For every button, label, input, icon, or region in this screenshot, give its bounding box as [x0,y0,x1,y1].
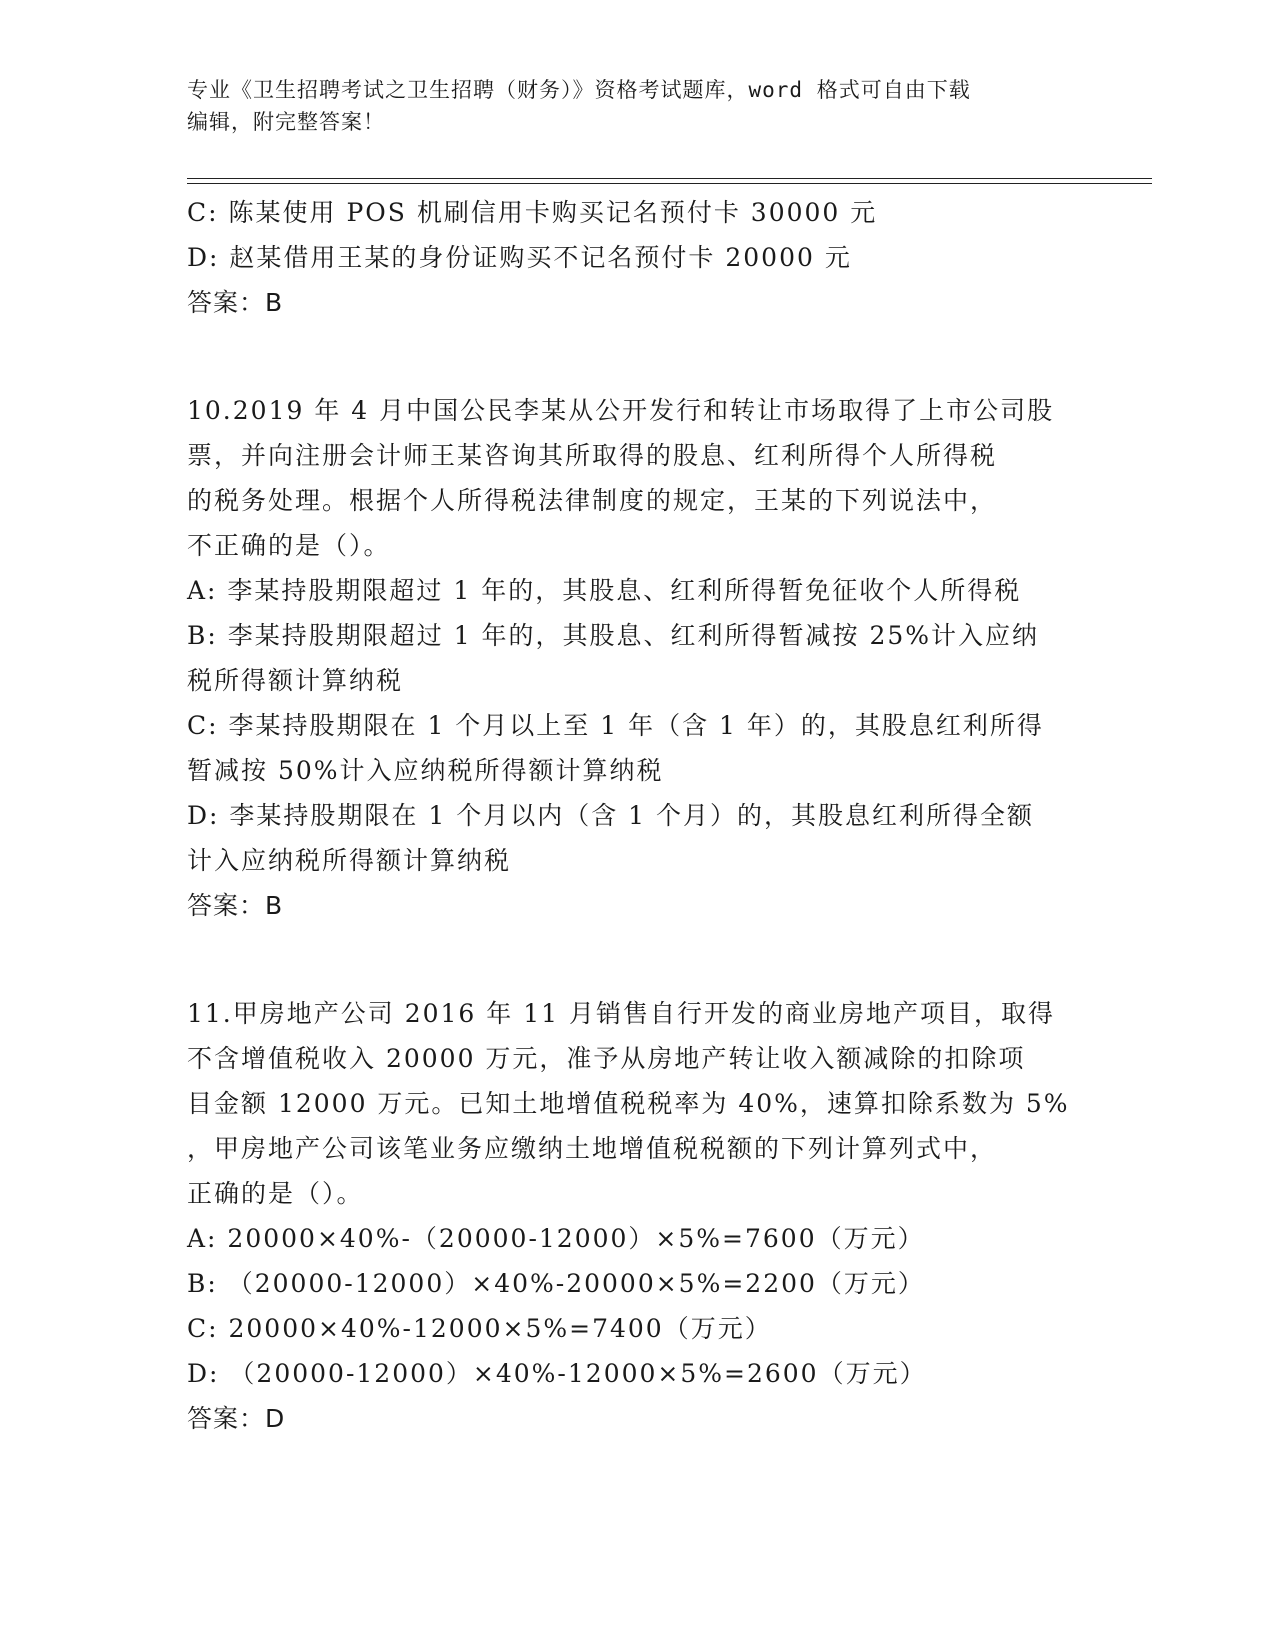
document-header [187,74,1067,138]
option-c: C: 李某持股期限在 1 个月以上至 1 年（含 1 年）的，其股息红利所得 [187,711,1044,740]
header-divider [187,178,1152,179]
question-10 [187,388,1087,928]
option-c: C: 20000×40%-12000×5%=7400（万元） [187,1314,772,1343]
question-stem-line: ，甲房地产公司该笔业务应缴纳土地增值税税额的下列计算列式中， [187,1134,998,1163]
header-line: 编辑，附完整答案！ [187,110,385,134]
option-d: D: （20000-12000）×40%-12000×5%=2600（万元） [187,1359,927,1388]
option-c-cont: 暂减按 50%计入应纳税所得额计算纳税 [187,756,664,785]
question-stem-line: 目金额 12000 万元。已知土地增值税税率为 40%，速算扣除系数为 5% [187,1089,1070,1118]
spacer [187,928,1087,991]
question-stem-line: 正确的是（）。 [187,1179,364,1208]
option-d: D: 李某持股期限在 1 个月以内（含 1 个月）的，其股息红利所得全额 [187,801,1035,830]
option-b: B: 李某持股期限超过 1 年的，其股息、红利所得暂减按 25%计入应纳 [187,621,1040,650]
header-line: 专业《卫生招聘考试之卫生招聘（财务）》资格考试题库，word 格式可自由下载 [187,78,971,102]
option-a: A: 20000×40%-（20000-12000）×5%=7600（万元） [187,1224,925,1253]
question-stem-line: 11.甲房地产公司 2016 年 11 月销售自行开发的商业房地产项目，取得 [187,999,1055,1028]
question-stem-line: 的税务处理。根据个人所得税法律制度的规定，王某的下列说法中， [187,486,998,515]
question-9-tail [187,190,1087,325]
option-c: C: 陈某使用 POS 机刷信用卡购买记名预付卡 30000 元 [187,198,878,227]
spacer [187,325,1087,388]
answer-line: 答案：B [187,288,284,317]
option-a: A: 李某持股期限超过 1 年的，其股息、红利所得暂免征收个人所得税 [187,576,1022,605]
option-d-cont: 计入应纳税所得额计算纳税 [187,846,512,875]
option-b-cont: 税所得额计算纳税 [187,666,404,695]
question-stem-line: 票，并向注册会计师王某咨询其所取得的股息、红利所得个人所得税 [187,441,998,470]
answer-line: 答案：D [187,1404,286,1433]
document-body [187,190,1087,1441]
option-b: B: （20000-12000）×40%-20000×5%=2200（万元） [187,1269,925,1298]
question-stem-line: 10.2019 年 4 月中国公民李某从公开发行和转让市场取得了上市公司股 [187,396,1055,425]
header-divider [187,183,1152,184]
question-stem-line: 不正确的是（）。 [187,531,391,560]
question-stem-line: 不含增值税收入 20000 万元，准予从房地产转让收入额减除的扣除项 [187,1044,1026,1073]
question-11 [187,991,1087,1441]
answer-line: 答案：B [187,891,284,920]
option-d: D: 赵某借用王某的身份证购买不记名预付卡 20000 元 [187,243,852,272]
